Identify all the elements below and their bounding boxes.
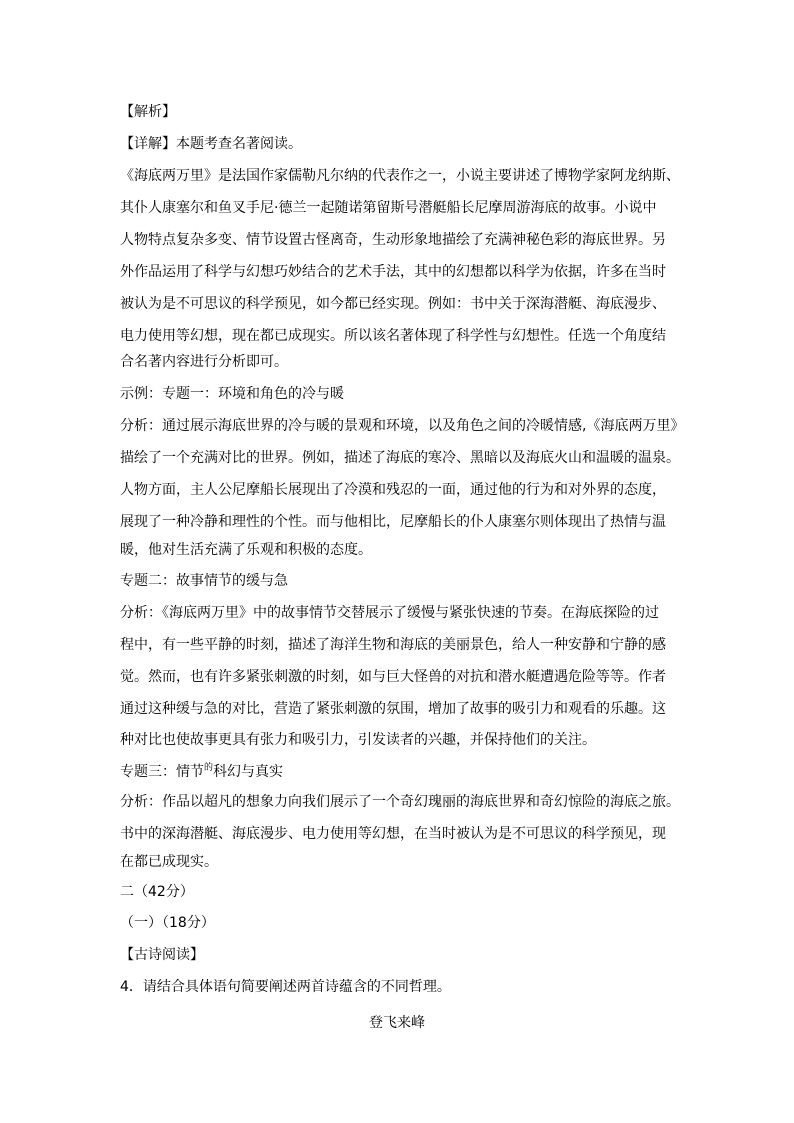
topic2-line: 通过这种缓与急的对比，营造了紧张刺激的氛围，增加了故事的吸引力和观看的乐趣。这 [120, 701, 666, 717]
topic3-line: 在都已成现实。 [120, 854, 218, 870]
analysis-heading: 【解析】 [120, 104, 176, 120]
paragraph-line: 被认为是不可思议的科学预见，如今都已经实现。例如：书中关于深海潜艇、海底漫步、 [120, 296, 666, 312]
topic1-line: 分析：通过展示海底世界的冷与暖的景观和环境，以及角色之间的冷暖情感,《海底两万里》 [120, 418, 685, 434]
paragraph-line: 《海底两万里》是法国作家儒勒凡尔纳的代表作之一，小说主要讲述了博物学家阿龙纳斯、 [120, 168, 680, 184]
topic3-title-part: 专题三：情节 [120, 764, 204, 780]
topic1-line: 展现了一种冷静和理性的个性。而与他相比，尼摩船长的仆人康塞尔则体现出了热情与温 [120, 514, 666, 530]
paragraph-line: 外作品运用了科学与幻想巧妙结合的艺术手法，其中的幻想都以科学为依据，许多在当时 [120, 264, 666, 280]
paragraph-line: 人物特点复杂多变、情节设置古怪离奇，生动形象地描绘了充满神秘色彩的海底世界。另 [120, 232, 666, 248]
topic2-line: 程中，有一些平静的时刻，描述了海洋生物和海底的美丽景色，给人一种安静和宁静的感 [120, 637, 666, 653]
topic3-title-part: 科幻与真实 [213, 764, 284, 780]
detail-line: 【详解】本题考查名著阅读。 [120, 136, 302, 152]
topic2-title: 专题二：故事情节的缓与急 [120, 573, 288, 589]
ancient-poem-label: 【古诗阅读】 [120, 947, 204, 963]
section2-title: 二（42分） [120, 884, 194, 900]
paragraph-line: 其仆人康塞尔和鱼叉手尼·德兰一起随诺第留斯号潜艇船长尼摩周游海底的故事。小说中 [120, 200, 657, 216]
poem-title: 登飞来峰 [369, 1015, 425, 1031]
topic1-line: 暖，他对生活充满了乐观和积极的态度。 [120, 542, 372, 558]
example-title: 示例：专题一：环境和角色的冷与暖 [120, 386, 344, 402]
topic3-line: 书中的深海潜艇、海底漫步、电力使用等幻想，在当时被认为是不可思议的科学预见，现 [120, 826, 666, 842]
question-4: 4．请结合具体语句简要阐述两首诗蕴含的不同哲理。 [120, 979, 451, 995]
topic1-line: 人物方面，主人公尼摩船长展现出了冷漠和残忍的一面，通过他的行为和对外界的态度， [120, 482, 666, 498]
paragraph-line: 合名著内容进行分析即可。 [120, 354, 288, 370]
topic3-title [120, 763, 283, 783]
topic2-line: 种对比也使故事更具有张力和吸引力，引发读者的兴趣，并保持他们的关注。 [120, 732, 596, 748]
topic2-line: 分析：《海底两万里》中的故事情节交替展示了缓慢与紧张快速的节奏。在海底探险的过 [120, 605, 659, 621]
topic3-line: 分析：作品以超凡的想象力向我们展示了一个奇幻瑰丽的海底世界和奇幻惊险的海底之旅。 [120, 794, 680, 810]
section2-subtitle: （一）（18分） [120, 915, 215, 931]
topic1-line: 描绘了一个充满对比的世界。例如，描述了海底的寒冷、黑暗以及海底火山和温暖的温泉。 [120, 450, 680, 466]
paragraph-line: 电力使用等幻想，现在都已成现实。所以该名著体现了科学性与幻想性。任选一个角度结 [120, 328, 666, 344]
topic3-title-sup: 的 [204, 763, 214, 773]
topic2-line: 觉。然而，也有许多紧张刺激的时刻，如与巨大怪兽的对抗和潜水艇遭遇危险等等。作者 [120, 669, 666, 685]
